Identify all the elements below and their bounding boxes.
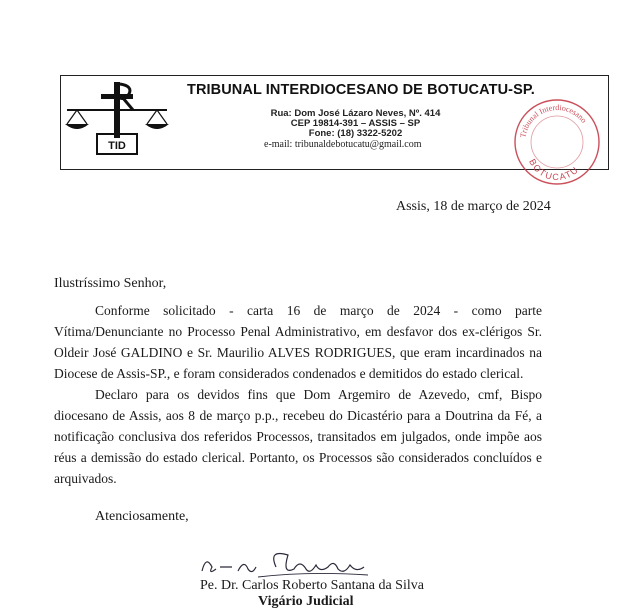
greeting: Ilustríssimo Senhor, [54,276,167,291]
svg-text:BOTUCATU: BOTUCATU [527,157,581,183]
paragraph-1: Conforme solicitado - carta 16 de março de 2024 - como parte Vítima/Denunciante no Processo Penal Administrativo, em desfavor dos ex-clérigos Sr. Oldeir José GALDINO e Sr. Maurilio ALVES RODRIGUES, que eram incardinados na Diocese de Assis-SP., e foram considerados condenados e demitidos do estado clerical. [54,303,542,381]
signer-name: Pe. Dr. Carlos Roberto Santana da Silva [200,578,424,593]
court-name: TRIBUNAL INTERDIOCESANO DE BOTUCATU-SP. [187,82,535,98]
tribunal-crest-logo [63,80,171,158]
svg-text:Tribunal Interdiocesano: Tribunal Interdiocesano [518,102,589,139]
closing: Atenciosamente, [95,509,189,524]
paragraph-2: Declaro para os devidos fins que Dom Argemiro de Azevedo, cmf, Bispo diocesano de Assis, aos 8 de março p.p., recebeu do Dicastério para a Doutrina da Fé, a notificação conclusiva dos referidos Processos, transitados em julgados, onde impõe aos réus a demissão do estado clerical. Portanto, os Processos são considerados concluídos e arquivados. [54,387,542,486]
svg-text:TID: TID [108,140,126,152]
phone-line: Fone: (18) 3322-5202 [308,128,403,139]
address-line: Rua: Dom José Lázaro Neves, Nº. 414 [270,108,441,119]
email-line: e-mail: tribunaldebotucatu@gmail.com [264,139,422,150]
signer-title: Vigário Judicial [258,594,354,609]
tribunal-seal-stamp [511,96,603,188]
cep-line: CEP 19814-391 – ASSIS – SP [290,118,421,129]
letter-date: Assis, 18 de março de 2024 [396,199,551,214]
